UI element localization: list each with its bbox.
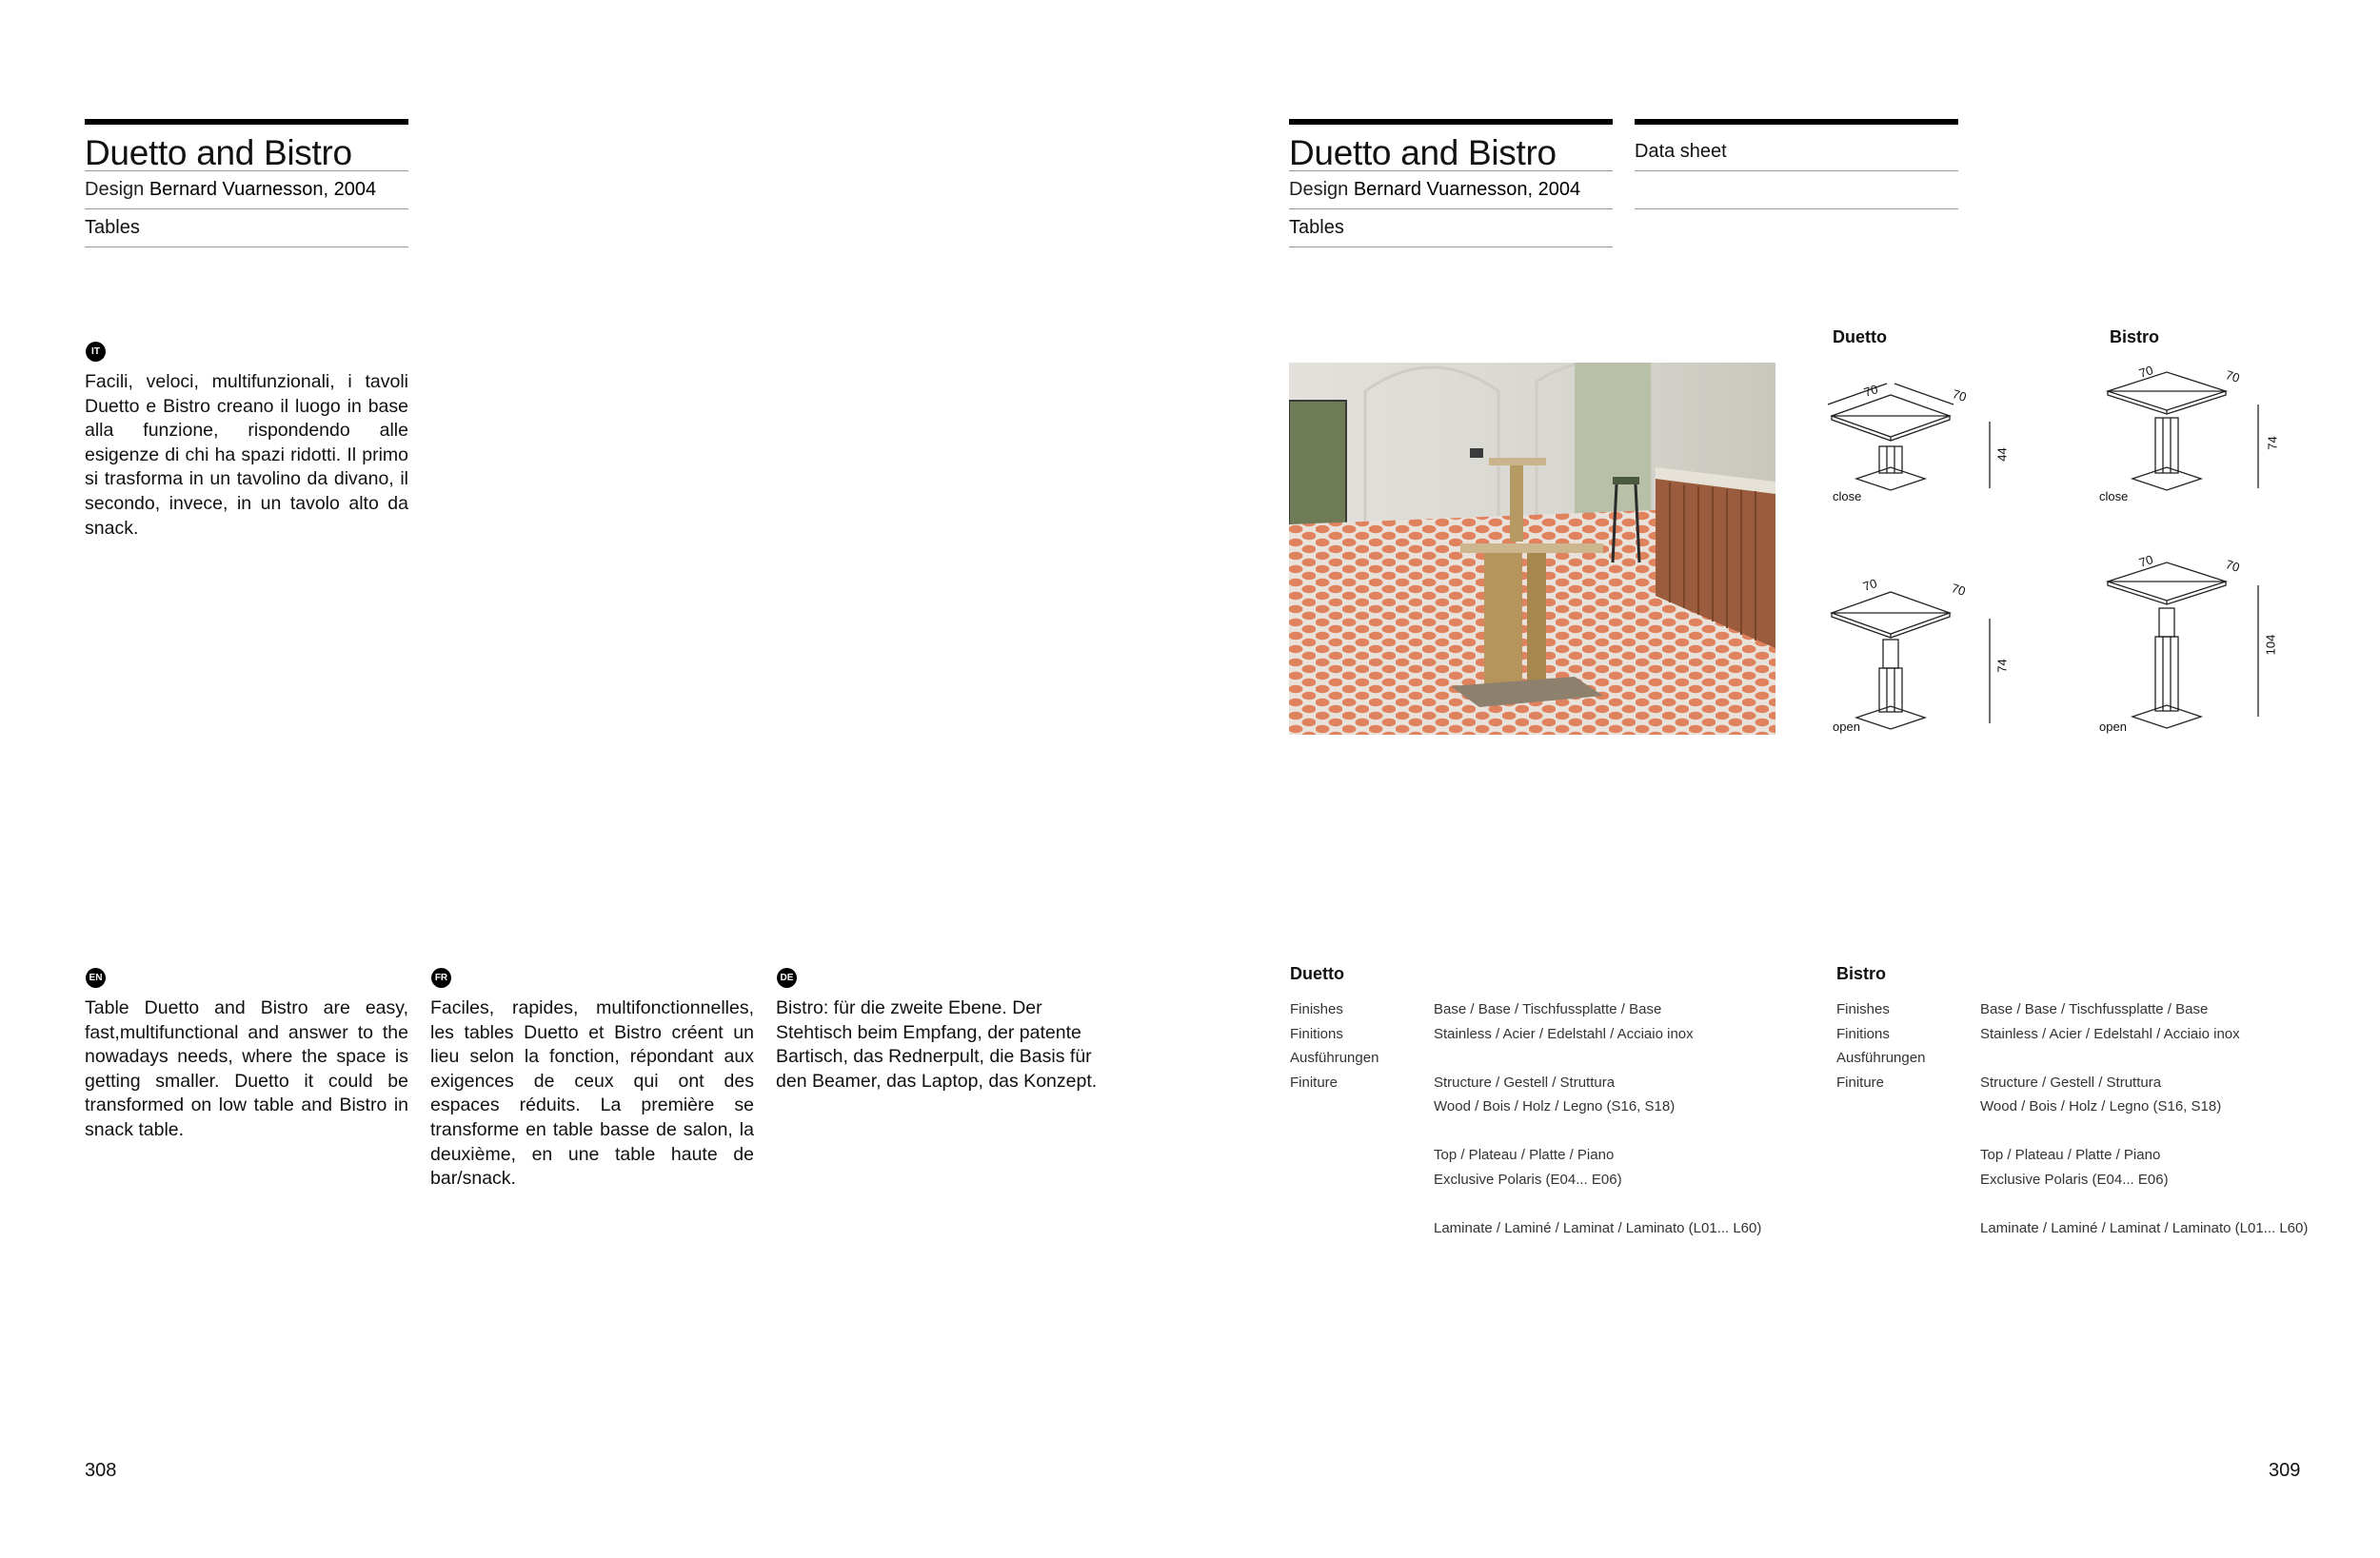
duetto-close-drawing <box>1828 366 2018 500</box>
lang-badge-en: EN <box>86 968 106 988</box>
design-prefix: Design <box>85 179 145 200</box>
finish-value: Laminate / Laminé / Laminat / Laminato (L01... L60) <box>1434 1219 1762 1236</box>
finishes-values-bistro <box>1980 997 2308 1240</box>
finishes-labels-duetto <box>1290 997 1378 1095</box>
finish-value: Laminate / Laminé / Laminat / Laminato (L01... L60) <box>1980 1219 2309 1236</box>
page-number-left: 308 <box>85 1460 117 1481</box>
dim-bistro-close-w2: 70 <box>2224 367 2242 385</box>
designer-line <box>85 171 408 209</box>
lang-badge-it: IT <box>86 342 106 362</box>
finishes-label: Finitions <box>1836 1025 1890 1042</box>
finishes-label: Finishes <box>1290 1001 1343 1017</box>
drawing-label-bistro: Bistro <box>2110 327 2160 346</box>
category-line: Tables <box>85 209 408 247</box>
datasheet-label: Data sheet <box>1635 125 1958 171</box>
duetto-open-drawing <box>1828 581 2018 733</box>
product-photo <box>1289 363 1775 735</box>
finish-value: Stainless / Acier / Edelstahl / Acciaio inox <box>1434 1025 1694 1042</box>
dim-bistro-open-h: 104 <box>2263 634 2278 656</box>
drawing-label-duetto: Duetto <box>1833 327 1887 346</box>
finish-value <box>1434 1192 1761 1216</box>
dim-duetto-close-h: 44 <box>1994 447 2010 462</box>
right-header <box>1289 119 1613 247</box>
designer-name: Bernard Vuarnesson, 2004 <box>1353 179 1581 200</box>
dim-duetto-close-w1: 70 <box>1862 382 1880 400</box>
finishes-label: Ausführungen <box>1290 1050 1379 1066</box>
finish-value <box>1980 1192 2308 1216</box>
dim-bistro-open-w1: 70 <box>2137 552 2155 570</box>
finishes-heading-bistro: Bistro <box>1836 964 1887 983</box>
dim-duetto-open-w1: 70 <box>1861 576 1879 594</box>
page-title: Duetto and Bistro <box>85 125 408 171</box>
finish-value: Base / Base / Tischfussplatte / Base <box>1434 1001 1662 1017</box>
design-prefix: Design <box>1289 179 1349 200</box>
finishes-labels-bistro <box>1836 997 1925 1095</box>
note-close-bistro: close <box>2099 489 2129 503</box>
page-number-right: 309 <box>2269 1460 2301 1481</box>
text-de: Bistro: für die zweite Ebene. Der Stehtisch beim Empfang, der patente Bartisch, das Rednerpult, die Basis für den Beamer, das Laptop, das Konzept. <box>776 997 1098 1092</box>
finish-value: Top / Plateau / Platte / Piano <box>1434 1147 1615 1163</box>
datasheet-empty-row <box>1635 171 1958 209</box>
finish-value: Structure / Gestell / Struttura <box>1434 1074 1616 1091</box>
finishes-label: Finitions <box>1290 1025 1343 1042</box>
text-it: Facili, veloci, multifunzionali, i tavoli Duetto e Bistro creano il luogo in base alla funzione, rispondendo alle esigenze di chi ha spazi ridotti. Il primo si trasforma in un tavolino da divano, il secondo, invece, in un tavolo alto da snack. <box>85 371 408 539</box>
finishes-label: Finiture <box>1836 1074 1885 1091</box>
note-open-duetto: open <box>1833 720 1860 734</box>
finish-value: Wood / Bois / Holz / Legno (S16, S18) <box>1980 1098 2222 1114</box>
finish-value: Stainless / Acier / Edelstahl / Acciaio inox <box>1980 1025 2240 1042</box>
dim-bistro-open-w2: 70 <box>2224 557 2242 575</box>
finish-value: Structure / Gestell / Struttura <box>1980 1074 2162 1091</box>
finish-value: Exclusive Polaris (E04... E06) <box>1980 1171 2169 1188</box>
designer-line <box>1289 171 1613 209</box>
finish-value <box>1980 1046 2308 1071</box>
category-line: Tables <box>1289 209 1613 247</box>
finish-value: Top / Plateau / Platte / Piano <box>1980 1147 2161 1163</box>
dim-duetto-close-w2: 70 <box>1951 386 1969 404</box>
finish-value: Base / Base / Tischfussplatte / Base <box>1980 1001 2209 1017</box>
page-title: Duetto and Bistro <box>1289 125 1613 171</box>
datasheet-header <box>1635 119 1958 209</box>
designer-name: Bernard Vuarnesson, 2004 <box>149 179 377 200</box>
finish-value: Wood / Bois / Holz / Legno (S16, S18) <box>1434 1098 1676 1114</box>
lang-badge-fr: FR <box>431 968 451 988</box>
dim-duetto-open-w2: 70 <box>1950 581 1968 599</box>
finish-value: Exclusive Polaris (E04... E06) <box>1434 1171 1622 1188</box>
note-close-duetto: close <box>1833 489 1862 503</box>
bistro-close-drawing <box>2104 366 2294 500</box>
text-fr: Faciles, rapides, multifonctionnelles, les tables Duetto et Bistro créent un lieu selon la fonction, répondant aux exigences de ceux qui ont des espaces réduits. La première se transforme en table basse de salon, la deuxième, en une table haute de bar/snack. <box>430 997 754 1190</box>
text-en: Table Duetto and Bistro are easy, fast,multifunctional and answer to the nowadays needs, where the space is getting smaller. Duetto it could be transformed on low table and Bistro in snack table. <box>85 997 408 1140</box>
dim-bistro-close-w1: 70 <box>2137 363 2155 381</box>
finish-value <box>1434 1046 1761 1071</box>
finish-value <box>1434 1119 1761 1144</box>
left-header <box>85 119 408 247</box>
note-open-bistro: open <box>2099 720 2127 734</box>
finishes-label: Ausführungen <box>1836 1050 1926 1066</box>
finishes-values-duetto <box>1434 997 1761 1240</box>
dim-bistro-close-h: 74 <box>2265 436 2280 450</box>
dim-duetto-open-h: 74 <box>1994 659 2010 673</box>
lang-badge-de: DE <box>777 968 797 988</box>
finishes-label: Finishes <box>1836 1001 1890 1017</box>
finishes-label: Finiture <box>1290 1074 1339 1091</box>
finishes-heading-duetto: Duetto <box>1290 964 1344 983</box>
finish-value <box>1980 1119 2308 1144</box>
